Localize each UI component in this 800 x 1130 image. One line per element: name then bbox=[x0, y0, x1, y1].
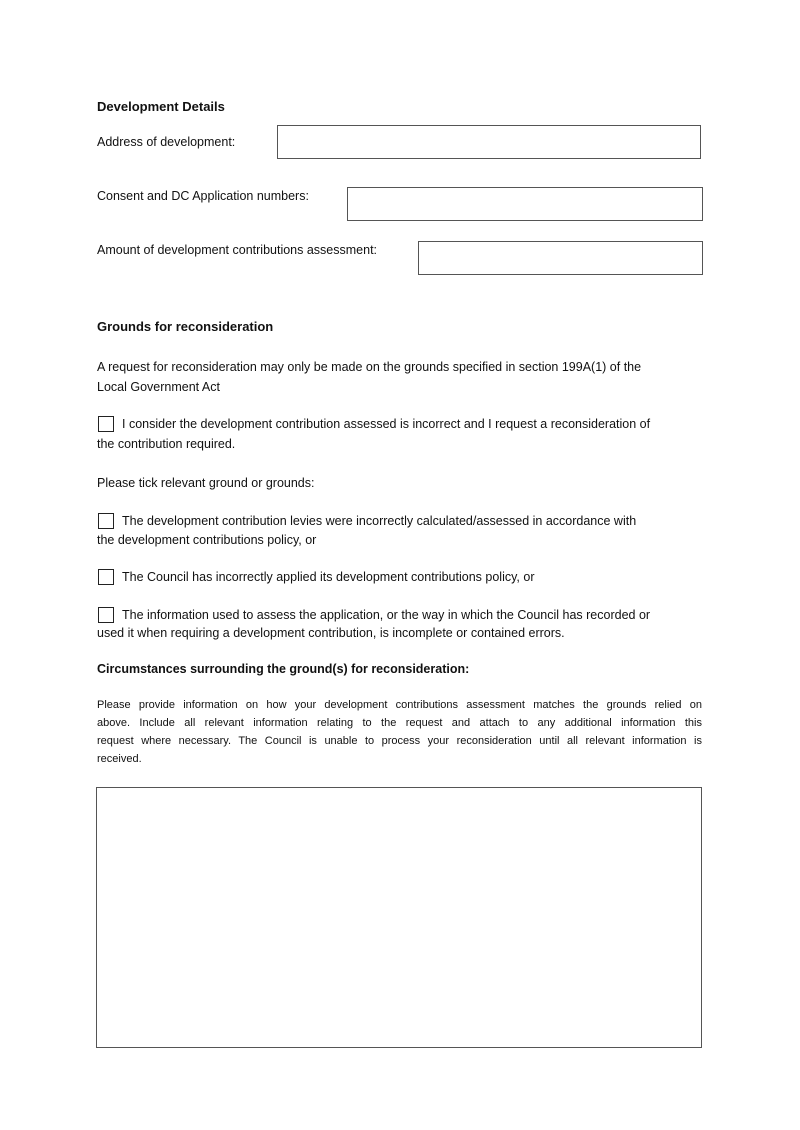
address-input[interactable] bbox=[277, 125, 701, 159]
intro-line-2: Local Government Act bbox=[97, 380, 220, 394]
consent-numbers-input[interactable] bbox=[347, 187, 703, 221]
consider-line-1: I consider the development contribution assessed is incorrect and I request a reconsideration of bbox=[122, 417, 651, 431]
consider-checkbox[interactable] bbox=[98, 416, 114, 432]
consider-line-2: the contribution required. bbox=[97, 437, 236, 451]
option2-checkbox[interactable] bbox=[98, 569, 114, 585]
option2-line-1: The Council has incorrectly applied its development contributions policy, or bbox=[122, 570, 535, 584]
intro-line-1: A request for reconsideration may only be made on the grounds specified in section 199A(1) of the bbox=[97, 360, 642, 374]
instruction-line-1: Please provide information on how your development contributions assessment matches the grounds relied on bbox=[97, 699, 702, 711]
instruction-line-4: received. bbox=[97, 753, 142, 765]
consent-label: Consent and DC Application numbers: bbox=[97, 189, 309, 203]
circumstances-textarea[interactable] bbox=[96, 787, 702, 1048]
circumstances-heading: Circumstances surrounding the ground(s) for reconsideration: bbox=[97, 662, 470, 676]
option1-line-2: the development contributions policy, or bbox=[97, 533, 317, 547]
option1-line-1: The development contribution levies were incorrectly calculated/assessed in accordance with bbox=[122, 514, 637, 528]
option3-line-2: used it when requiring a development contribution, is incomplete or contained errors. bbox=[97, 626, 565, 640]
amount-input[interactable] bbox=[418, 241, 703, 275]
instruction-line-3: request where necessary. The Council is unable to process your reconsideration until all relevant information is bbox=[97, 735, 702, 747]
option3-checkbox[interactable] bbox=[98, 607, 114, 623]
grounds-heading: Grounds for reconsideration bbox=[97, 319, 274, 334]
development-details-heading: Development Details bbox=[97, 99, 225, 114]
instruction-line-2: above. Include all relevant information relating to the request and attach to any additional information this bbox=[97, 717, 702, 729]
address-label: Address of development: bbox=[97, 135, 236, 149]
option1-checkbox[interactable] bbox=[98, 513, 114, 529]
option3-line-1: The information used to assess the application, or the way in which the Council has recorded or bbox=[122, 608, 651, 622]
amount-label: Amount of development contributions assessment: bbox=[97, 243, 378, 257]
tick-prompt: Please tick relevant ground or grounds: bbox=[97, 476, 315, 490]
